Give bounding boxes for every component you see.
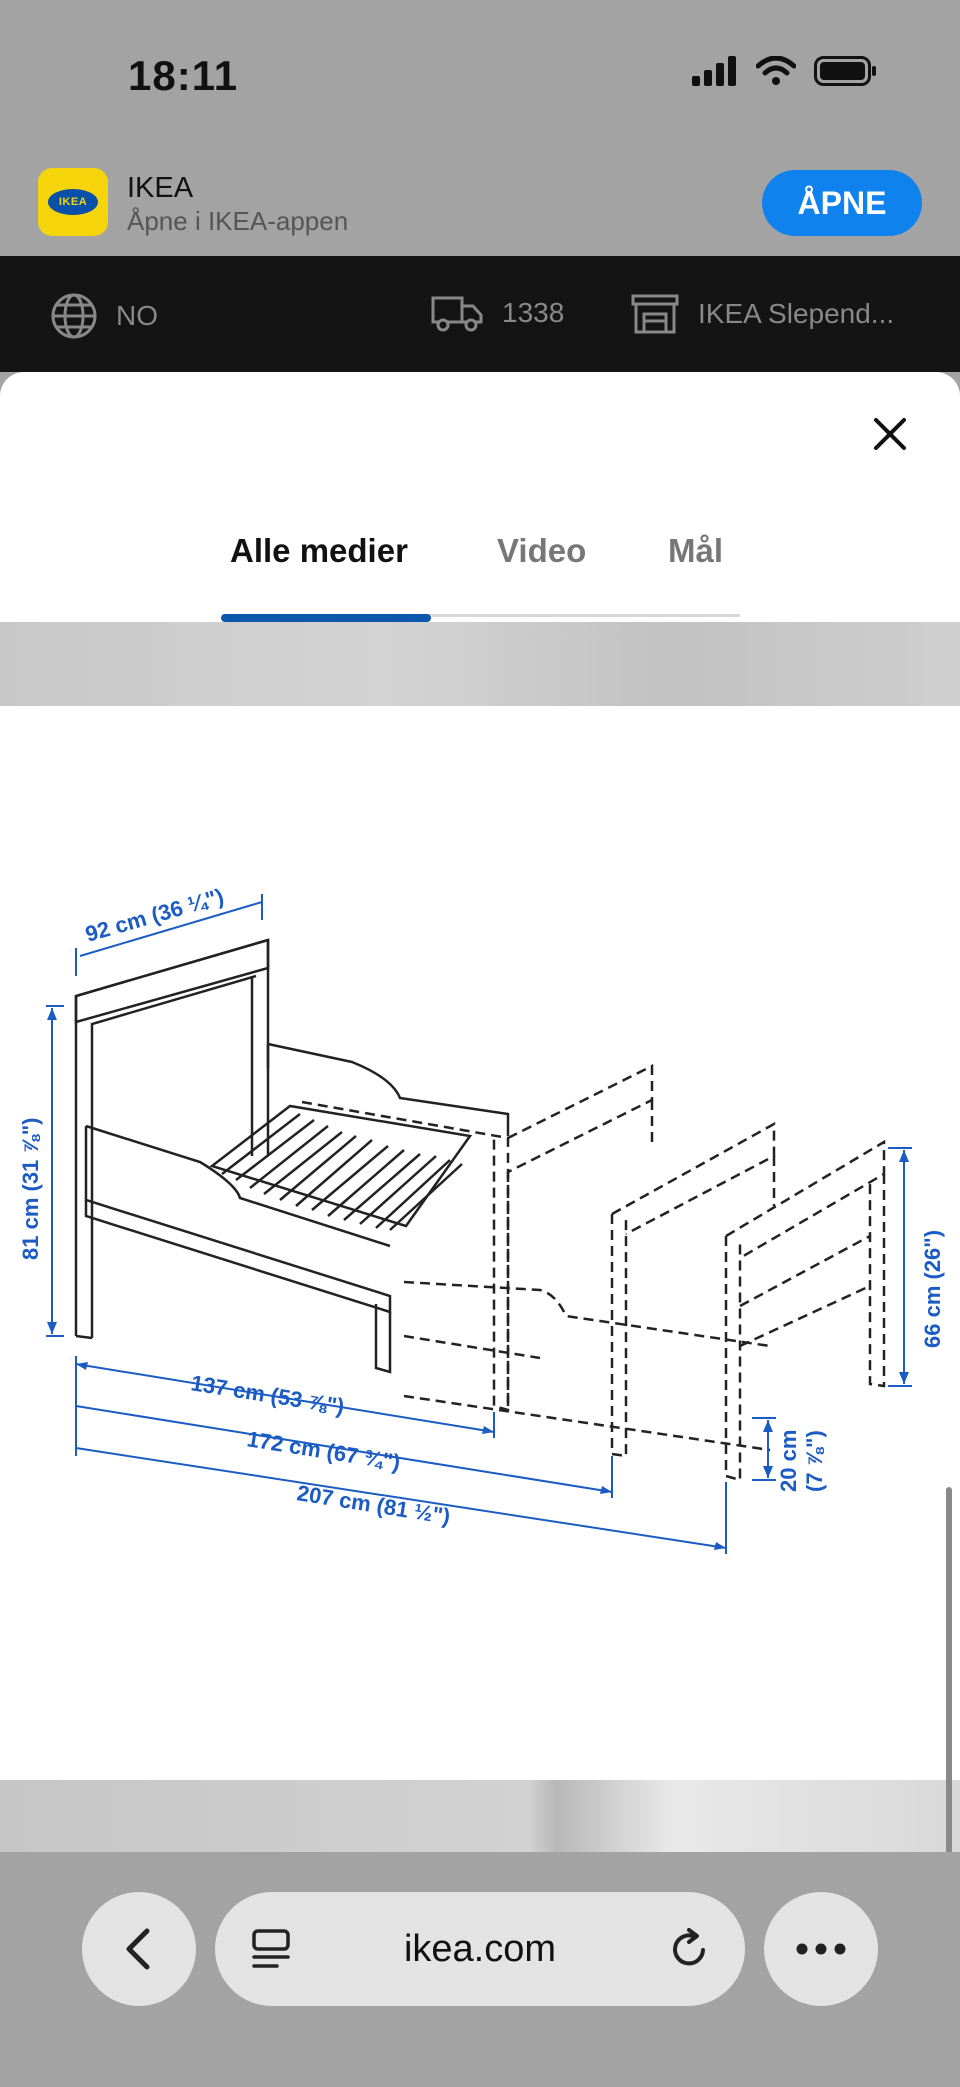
battery-icon bbox=[814, 56, 878, 86]
dim-leg-height-label: 20 cm bbox=[776, 1429, 801, 1492]
store-selector[interactable] bbox=[630, 292, 894, 336]
more-icon bbox=[795, 1942, 847, 1956]
app-banner bbox=[0, 150, 960, 256]
address-bar[interactable] bbox=[215, 1892, 745, 2006]
ikea-app-logo[interactable]: IKEA bbox=[38, 168, 108, 236]
previous-media-thumbnail[interactable] bbox=[0, 622, 960, 706]
media-sheet bbox=[0, 372, 960, 1852]
dim-length-mid-label: 172 cm (67 ¾") bbox=[245, 1426, 402, 1476]
app-subtitle: Åpne i IKEA-appen bbox=[127, 206, 349, 236]
scrollbar[interactable] bbox=[946, 1487, 952, 1852]
store-icon bbox=[630, 292, 680, 336]
tab-measurements[interactable]: Mål bbox=[668, 532, 724, 569]
locale-label: NO bbox=[116, 300, 158, 331]
url-text: ikea.com bbox=[403, 1928, 557, 1970]
status-time: 18:11 bbox=[128, 52, 239, 99]
next-media-thumbnail[interactable] bbox=[0, 1780, 960, 1852]
dim-length-long-label: 207 cm (81 ½") bbox=[295, 1480, 452, 1530]
wifi-icon bbox=[756, 56, 796, 86]
more-button[interactable] bbox=[764, 1892, 878, 2006]
truck-icon bbox=[430, 292, 484, 334]
app-name: IKEA bbox=[127, 172, 194, 204]
dim-leg-height-inch-label: (7 ⅞") bbox=[802, 1430, 827, 1492]
reload-icon[interactable] bbox=[669, 1928, 711, 1970]
tab-video[interactable]: Video bbox=[497, 532, 587, 569]
media-tabs bbox=[0, 532, 960, 604]
dim-height-label: 81 cm (31 ⅞") bbox=[18, 1117, 43, 1260]
dim-side-height-label: 66 cm (26") bbox=[920, 1229, 945, 1348]
browser-toolbar bbox=[0, 1852, 960, 2087]
back-button[interactable] bbox=[82, 1892, 196, 2006]
status-bar bbox=[0, 0, 960, 150]
status-icons bbox=[692, 56, 878, 86]
store-label: IKEA Slepend... bbox=[698, 298, 895, 329]
signal-icon bbox=[692, 56, 738, 86]
dim-length-short-label: 137 cm (53 ⅞") bbox=[189, 1370, 346, 1420]
globe-icon bbox=[50, 292, 98, 340]
back-icon bbox=[119, 1925, 159, 1973]
locale-selector[interactable] bbox=[50, 292, 158, 340]
tab-active-indicator bbox=[221, 614, 431, 622]
dimension-diagram[interactable] bbox=[0, 706, 960, 1780]
dim-width-label: 92 cm (36 ¼") bbox=[82, 883, 227, 947]
open-app-button[interactable]: ÅPNE bbox=[762, 170, 922, 236]
close-icon[interactable] bbox=[870, 414, 910, 454]
postal-code-label: 1338 bbox=[502, 297, 565, 328]
site-top-bar bbox=[0, 256, 960, 372]
postal-code-selector[interactable] bbox=[430, 292, 564, 334]
tab-all-media[interactable]: Alle medier bbox=[230, 532, 408, 569]
